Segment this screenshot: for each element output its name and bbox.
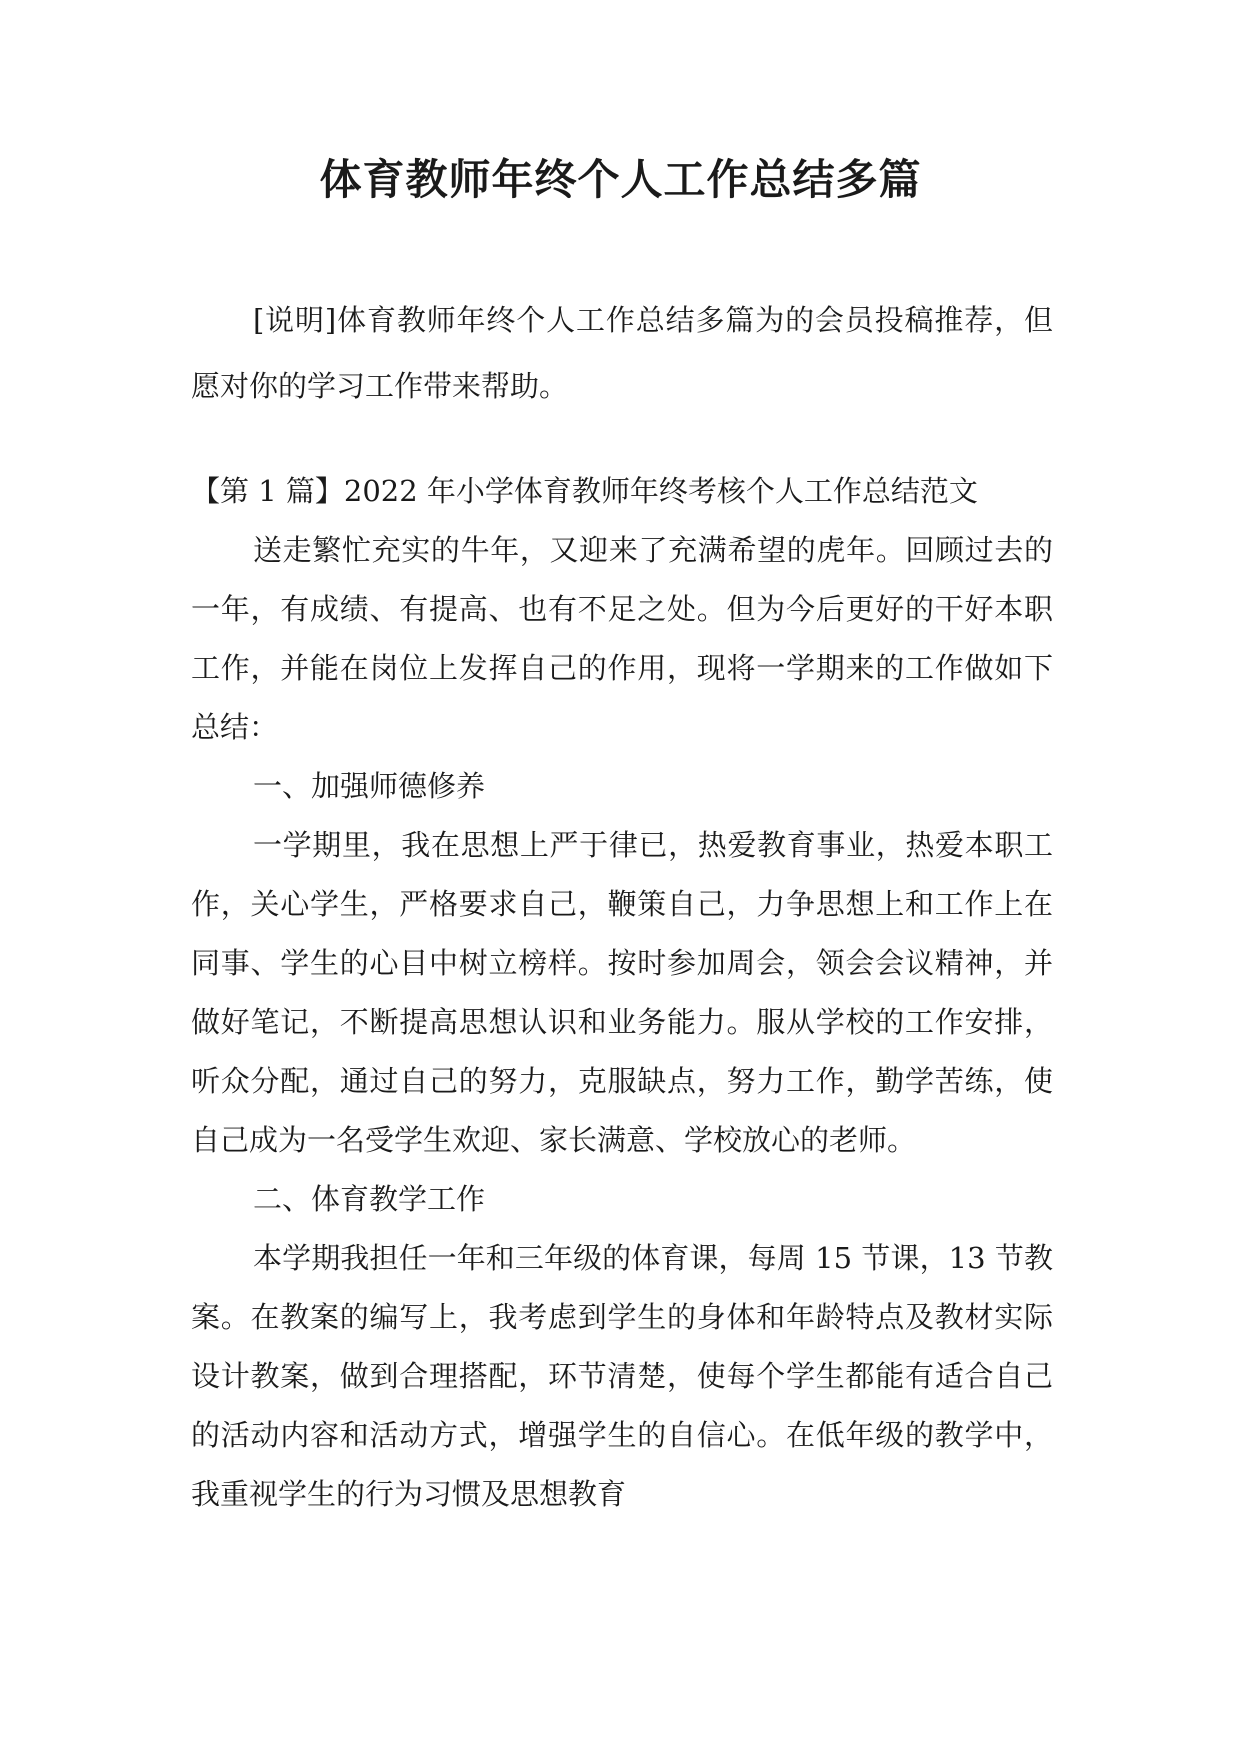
paragraph-ethics: 一学期里，我在思想上严于律已，热爱教育事业，热爱本职工作，关心学生，严格要求自己，鞭策自己，力争思想上和工作上在同事、学生的心目中树立榜样。按时参加周会，领会会议精神，并做好笔记，不断提高思想认识和业务能力。服从学校的工作安排，听众分配，通过自己的努力，克服缺点，努力工作，勤学苦练，使自己成为一名受学生欢迎、家长满意、学校放心的老师。	[191, 828, 1053, 1157]
article-body	[191, 462, 1053, 1524]
chapter-heading: 【第 1 篇】2022 年小学体育教师年终考核个人工作总结范文	[191, 474, 978, 508]
paragraph-teaching: 本学期我担任一年和三年级的体育课，每周 15 节课，13 节教案。在教案的编写上，我考虑到学生的身体和年龄特点及教材实际设计教案，做到合理搭配，环节清楚，使每个学生都能有适合自己的活动内容和活动方式，增强学生的自信心。在低年级的教学中，我重视学生的行为习惯及思想教育	[191, 1241, 1053, 1511]
section-heading-2: 二、体育教学工作	[253, 1182, 486, 1216]
section-heading-1: 一、加强师德修养	[253, 769, 486, 803]
paragraph-intro: 送走繁忙充实的牛年，又迎来了充满希望的虎年。回顾过去的一年，有成绩、有提高、也有不足之处。但为今后更好的干好本职工作，并能在岗位上发挥自己的作用，现将一学期来的工作做如下总结：	[191, 533, 1053, 744]
document-note	[191, 287, 1053, 419]
note-paragraph: [说明]体育教师年终个人工作总结多篇为的会员投稿推荐，但愿对你的学习工作带来帮助。	[191, 303, 1053, 403]
document-title: 体育教师年终个人工作总结多篇	[319, 155, 922, 204]
